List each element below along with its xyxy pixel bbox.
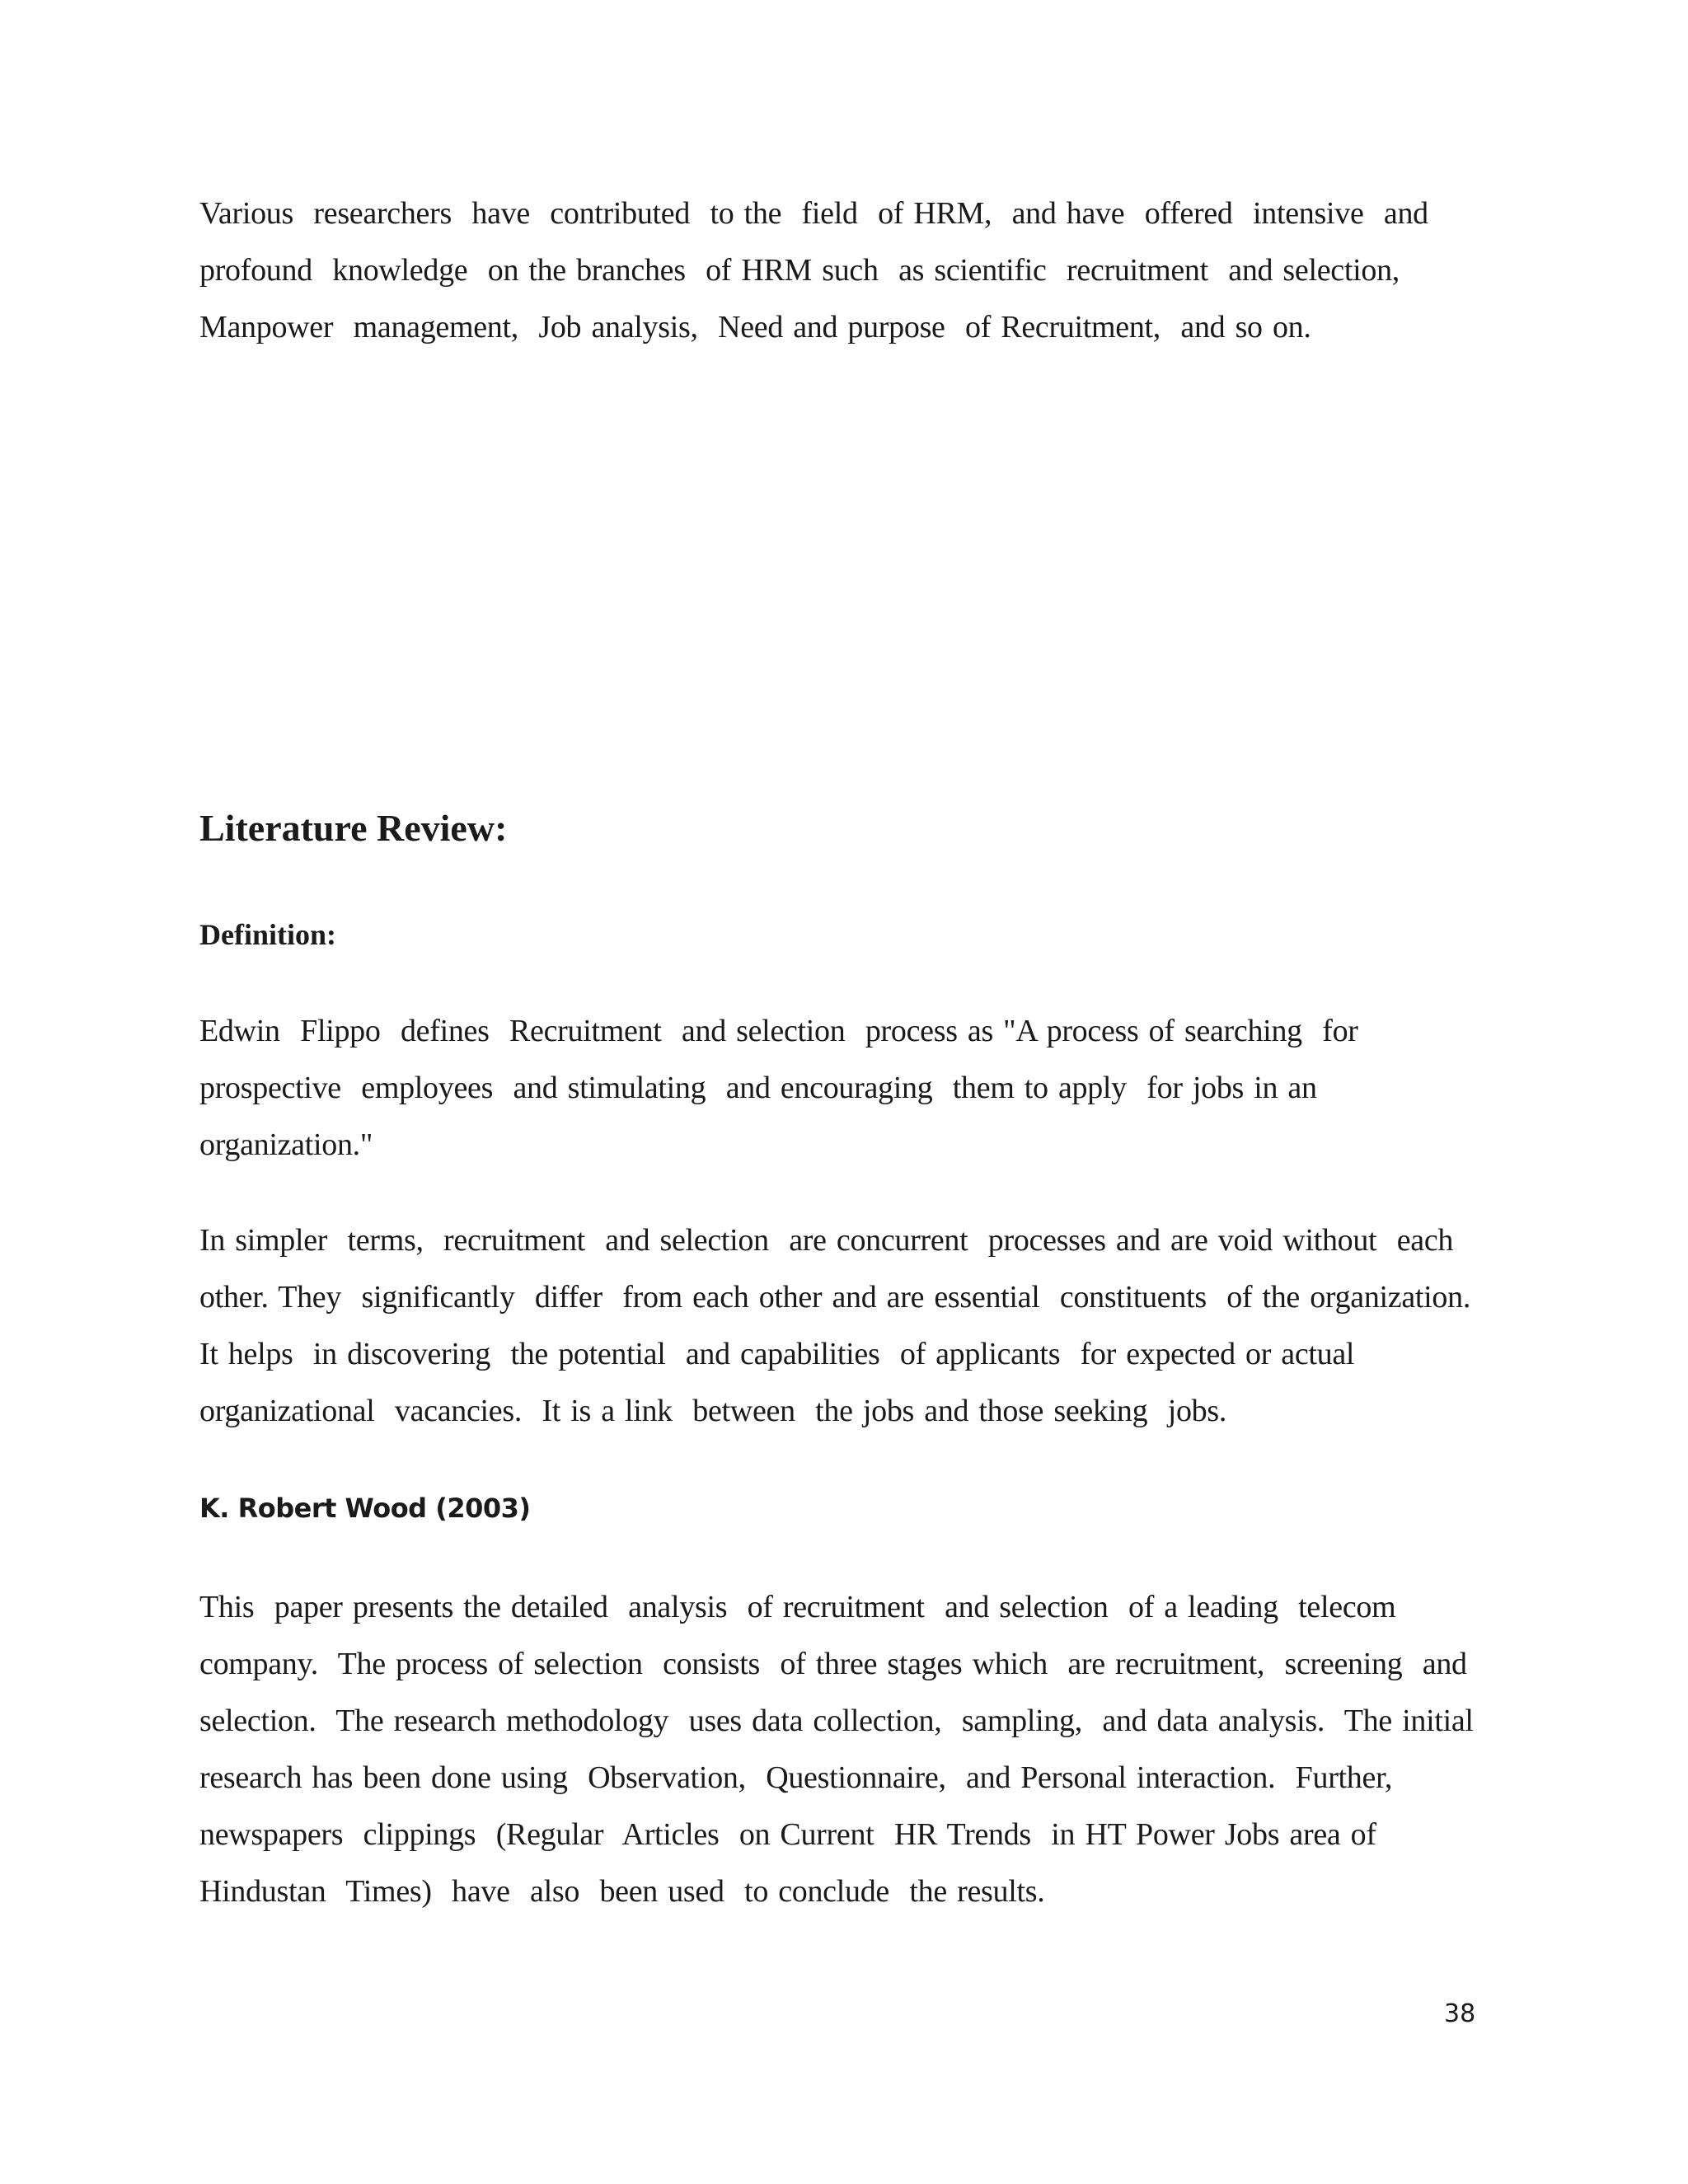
intro-line-3: Manpower management, Job analysis, Need and purpose of Recruitment, and so on. (199, 310, 1311, 344)
page-number: 38 (1444, 1999, 1476, 2028)
wood-line-5: newspapers clippings (Regular Articles on Current HR Trends in HT Power Jobs area of (199, 1817, 1376, 1852)
wood-line-6: Hindustan Times) have also been used to conclude the results. (199, 1874, 1045, 1909)
definition-line-2: prospective employees and stimulating and encouraging them to apply for jobs in an (199, 1071, 1317, 1105)
wood-line-1: This paper presents the detailed analysis of recruitment and selection of a leading telecom (199, 1590, 1396, 1624)
section-heading: Literature Review: (199, 807, 508, 849)
wood-line-4: research has been done using Observation, Questionnaire, and Personal interaction. Further, (199, 1760, 1393, 1795)
definition-line-3: organization." (199, 1127, 373, 1162)
wood-line-3: selection. The research methodology uses data collection, sampling, and data analysis. The initial (199, 1704, 1474, 1738)
simpler-line-2: other. They significantly differ from each other and are essential constituents of the organization. (199, 1280, 1471, 1315)
simpler-line-1: In simpler terms, recruitment and selection are concurrent processes and are void without each (199, 1223, 1454, 1258)
wood-line-2: company. The process of selection consists of three stages which are recruitment, screening and (199, 1647, 1467, 1681)
intro-line-2: profound knowledge on the branches of HRM such as scientific recruitment and selection, (199, 253, 1400, 288)
simpler-line-3: It helps in discovering the potential and capabilities of applicants for expected or actual (199, 1337, 1355, 1371)
definition-line-1: Edwin Flippo defines Recruitment and selection process as "A process of searching for (199, 1014, 1358, 1048)
wood-heading: K. Robert Wood (2003) (199, 1493, 531, 1524)
simpler-line-4: organizational vacancies. It is a link between the jobs and those seeking jobs. (199, 1394, 1227, 1428)
definition-heading: Definition: (199, 918, 336, 951)
intro-line-1: Various researchers have contributed to the field of HRM, and have offered intensive and (199, 196, 1428, 231)
